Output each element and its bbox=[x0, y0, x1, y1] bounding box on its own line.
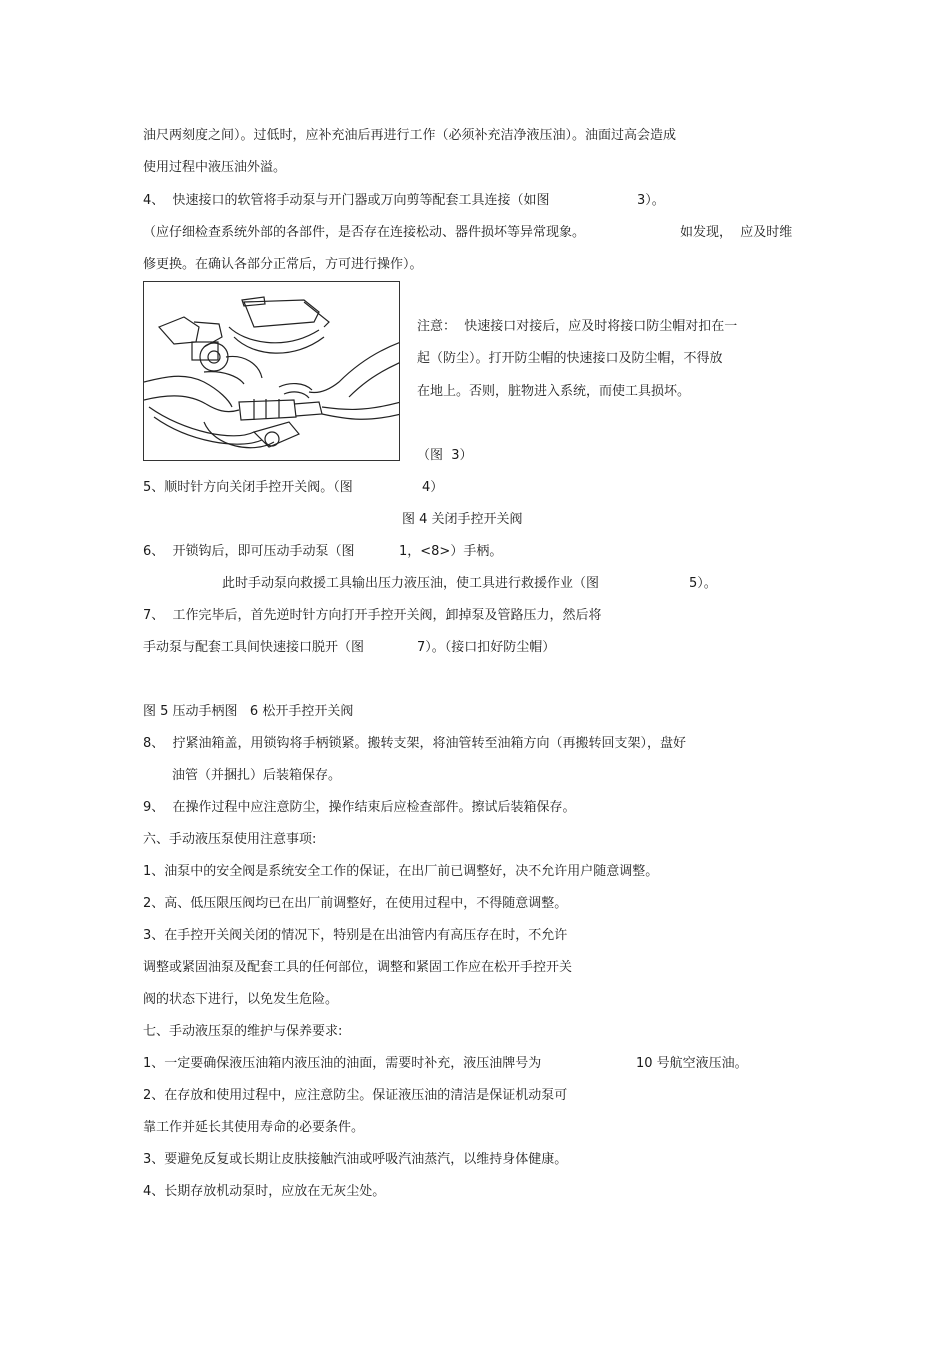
note-line: 注意： 快速接口对接后，应及时将接口防尘帽对扣在一 bbox=[417, 319, 738, 334]
text-line: 如发现， 应及时维 bbox=[680, 225, 793, 240]
section-6-heading: 六、手动液压泵使用注意事项: bbox=[143, 832, 317, 847]
text-line: （应仔细检查系统外部的各部件，是否存在连接松动、器件损坏等异常现象。 bbox=[143, 225, 586, 240]
step-6-figref: 1，<8>）手柄。 bbox=[399, 544, 503, 559]
text-line: 7）。（接口扣好防尘帽） bbox=[417, 640, 556, 655]
section-6-item: 1、油泵中的安全阀是系统安全工作的保证，在出厂前已调整好，决不允许用户随意调整。 bbox=[143, 864, 659, 879]
section-7-item: 4、长期存放机动泵时，应放在无灰尘处。 bbox=[143, 1184, 386, 1199]
text-line: 油尺两刻度之间）。过低时，应补充油后再进行工作（必须补充洁净液压油）。油面过高会造成 bbox=[143, 128, 677, 143]
section-7-heading: 七、手动液压泵的维护与保养要求: bbox=[143, 1024, 343, 1039]
step-7-line: 7、 工作完毕后，首先逆时针方向打开手控开关阀，卸掉泵及管路压力，然后将 bbox=[143, 608, 602, 623]
section-7-item: 2、在存放和使用过程中，应注意防尘。保证液压油的清洁是保证机动泵可 bbox=[143, 1088, 568, 1103]
text-line: 5）。 bbox=[689, 576, 717, 591]
step-6-line: 6、 开锁钩后，即可压动手动泵（图 bbox=[143, 544, 355, 559]
step-5-figref: 4） bbox=[422, 480, 444, 495]
figure-3-illustration bbox=[143, 281, 400, 461]
step-5-line: 5、顺时针方向关闭手控开关阀。（图 bbox=[143, 480, 353, 495]
section-6-item: 3、在手控开关阀关闭的情况下，特别是在出油管内有高压存在时，不允许 bbox=[143, 928, 568, 943]
text-line: 使用过程中液压油外溢。 bbox=[143, 160, 287, 175]
note-line: 在地上。否则，脏物进入系统，而使工具损坏。 bbox=[417, 384, 691, 399]
step-9-line: 9、 在操作过程中应注意防尘，操作结束后应检查部件。擦试后装箱保存。 bbox=[143, 800, 576, 815]
figure-3-caption: （图 3） bbox=[417, 448, 473, 463]
section-6-item: 2、高、低压限压阀均已在出厂前调整好，在使用过程中，不得随意调整。 bbox=[143, 896, 568, 911]
figure-4-caption: 图 4 关闭手控开关阀 bbox=[402, 512, 523, 527]
text-line: 手动泵与配套工具间快速接口脱开（图 bbox=[143, 640, 365, 655]
text-line: 此时手动泵向救援工具输出压力液压油，使工具进行救援作业（图 bbox=[222, 576, 600, 591]
text-line: 修更换。在确认各部分正常后，方可进行操作）。 bbox=[143, 257, 423, 272]
section-7-item: 1、一定要确保液压油箱内液压油的油面，需要时补充，液压油牌号为 bbox=[143, 1056, 542, 1071]
step-4-line: 4、 快速接口的软管将手动泵与开门器或万向剪等配套工具连接（如图 bbox=[143, 193, 550, 208]
text-line: 靠工作并延长其使用寿命的必要条件。 bbox=[143, 1120, 365, 1135]
section-7-item: 10 号航空液压油。 bbox=[636, 1056, 748, 1071]
note-line: 起（防尘）。打开防尘帽的快速接口及防尘帽，不得放 bbox=[417, 351, 723, 366]
hands-connecting-hose-illustration bbox=[144, 282, 400, 461]
text-line: 调整或紧固油泵及配套工具的任何部位，调整和紧固工作应在松开手控开关 bbox=[143, 960, 573, 975]
step-4-figref: 3）。 bbox=[637, 193, 665, 208]
text-line: 油管（并捆扎）后装箱保存。 bbox=[172, 768, 342, 783]
text-line: 阀的状态下进行，以免发生危险。 bbox=[143, 992, 339, 1007]
figure-5-6-caption: 图 5 压动手柄图 6 松开手控开关阀 bbox=[143, 704, 354, 719]
section-7-item: 3、要避免反复或长期让皮肤接触汽油或呼吸汽油蒸汽，以维持身体健康。 bbox=[143, 1152, 568, 1167]
step-8-line: 8、 拧紧油箱盖，用锁钩将手柄锁紧。搬转支架，将油管转至油箱方向（再搬转回支架），盘好 bbox=[143, 736, 687, 751]
